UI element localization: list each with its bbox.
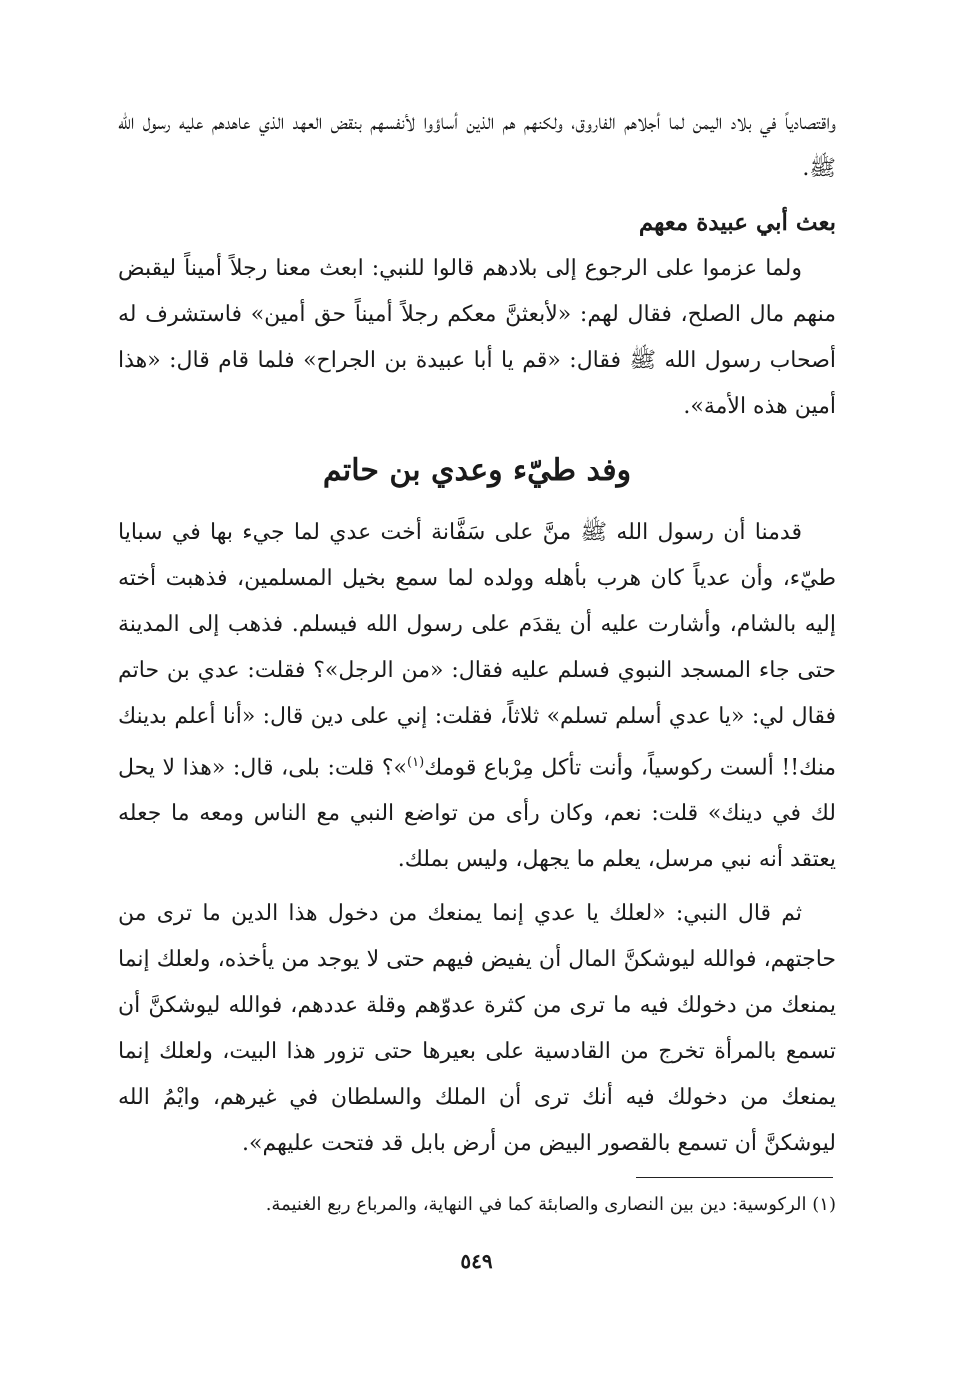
paragraph-3 — [118, 510, 836, 883]
footnote-divider — [636, 1177, 833, 1178]
paragraph-gap — [118, 883, 836, 891]
footnote-reference: (١) — [407, 755, 425, 770]
page-number: ٥٤٩ — [460, 1249, 493, 1273]
paragraph-3-text-end: »؟ قلت: بلى، قال: «هذا لا يحل لك في دينك» قلت: نعم، وكان رأى من تواضع النبي مع الناس ومعه ما جعله يعتقد أنه نبي مرسل، يعلم ما يجهل، وليس بملك. — [118, 755, 836, 873]
sub-heading: بعث أبي عبيدة معهم — [638, 209, 836, 236]
page-body — [118, 100, 836, 1167]
paragraph-3-text: قدمنا أن رسول الله ﷺ منَّ على سَفَّانة أخت عدي لما جيء بها في سبايا طيّء، وأن عدياً كان هرب بأهله وولده لما سمع بخيل المسلمين، فذهبت أخته إليه بالشام، وأشارت عليه أن يقدَم على رسول الله فيسلم. فذهب إلى المدينة حتى جاء المسجد النبوي فسلم عليه فقال: «من الرجل»؟ فقلت: عدي بن حاتم فقال لي: «يا عدي أسلم تسلم» ثلاثاً، فقلت: إني على دين قال: «أنا أعلم بدينك منك!! ألست ركوسياً، وأنت تأكل مِرْباع قومك — [118, 520, 837, 781]
paragraph-4: ثم قال النبي: «لعلك يا عدي إنما يمنعك من دخول هذا الدين ما ترى من حاجتهم، فوالله ليوشكنَّ المال أن يفيض فيهم حتى لا يوجد من يأخذه، ولعلك إنما يمنعك من دخولك فيه ما ترى من كثرة عدوّهم وقلة عددهم، فوالله ليوشكنَّ أن تسمع بالمرأة تخرج من القادسية على بعيرها حتى تزور هذا البيت، ولعلك إنما يمنعك من دخولك فيه أنك ترى أن الملك والسلطان في غيرهم، وايْمُ الله ليوشكنَّ أن تسمع بالقصور البيض من أرض بابل قد فتحت عليهم». — [118, 901, 836, 1157]
paragraph-2: ولما عزموا على الرجوع إلى بلادهم قالوا للنبي: ابعث معنا رجلاً أميناً ليقبض منهم مال الصلح، فقال لهم: «لأبعثنَّ معكم رجلاً أميناً حق أمين» فاستشرف له أصحاب رسول الله ﷺ فقال: «قم يا أبا عبيدة بن الجراح» فلما قام قال: «هذا أمين هذه الأمة». — [118, 256, 836, 419]
footnote: (١) الركوسية: دين بين النصارى والصابئة كما في النهاية، والمرباع ربع الغنيمة. — [265, 1194, 836, 1215]
paragraph-1: واقتصادياً في بلاد اليمن لما أجلاهم الفاروق، ولكنهم هم الذين أساؤوا لأنفسهم بنقض العهد الذي عاهدهم عليه رسول الله ﷺ. — [118, 110, 836, 181]
section-heading: وفد طيّء وعدي بن حاتم — [322, 453, 632, 488]
